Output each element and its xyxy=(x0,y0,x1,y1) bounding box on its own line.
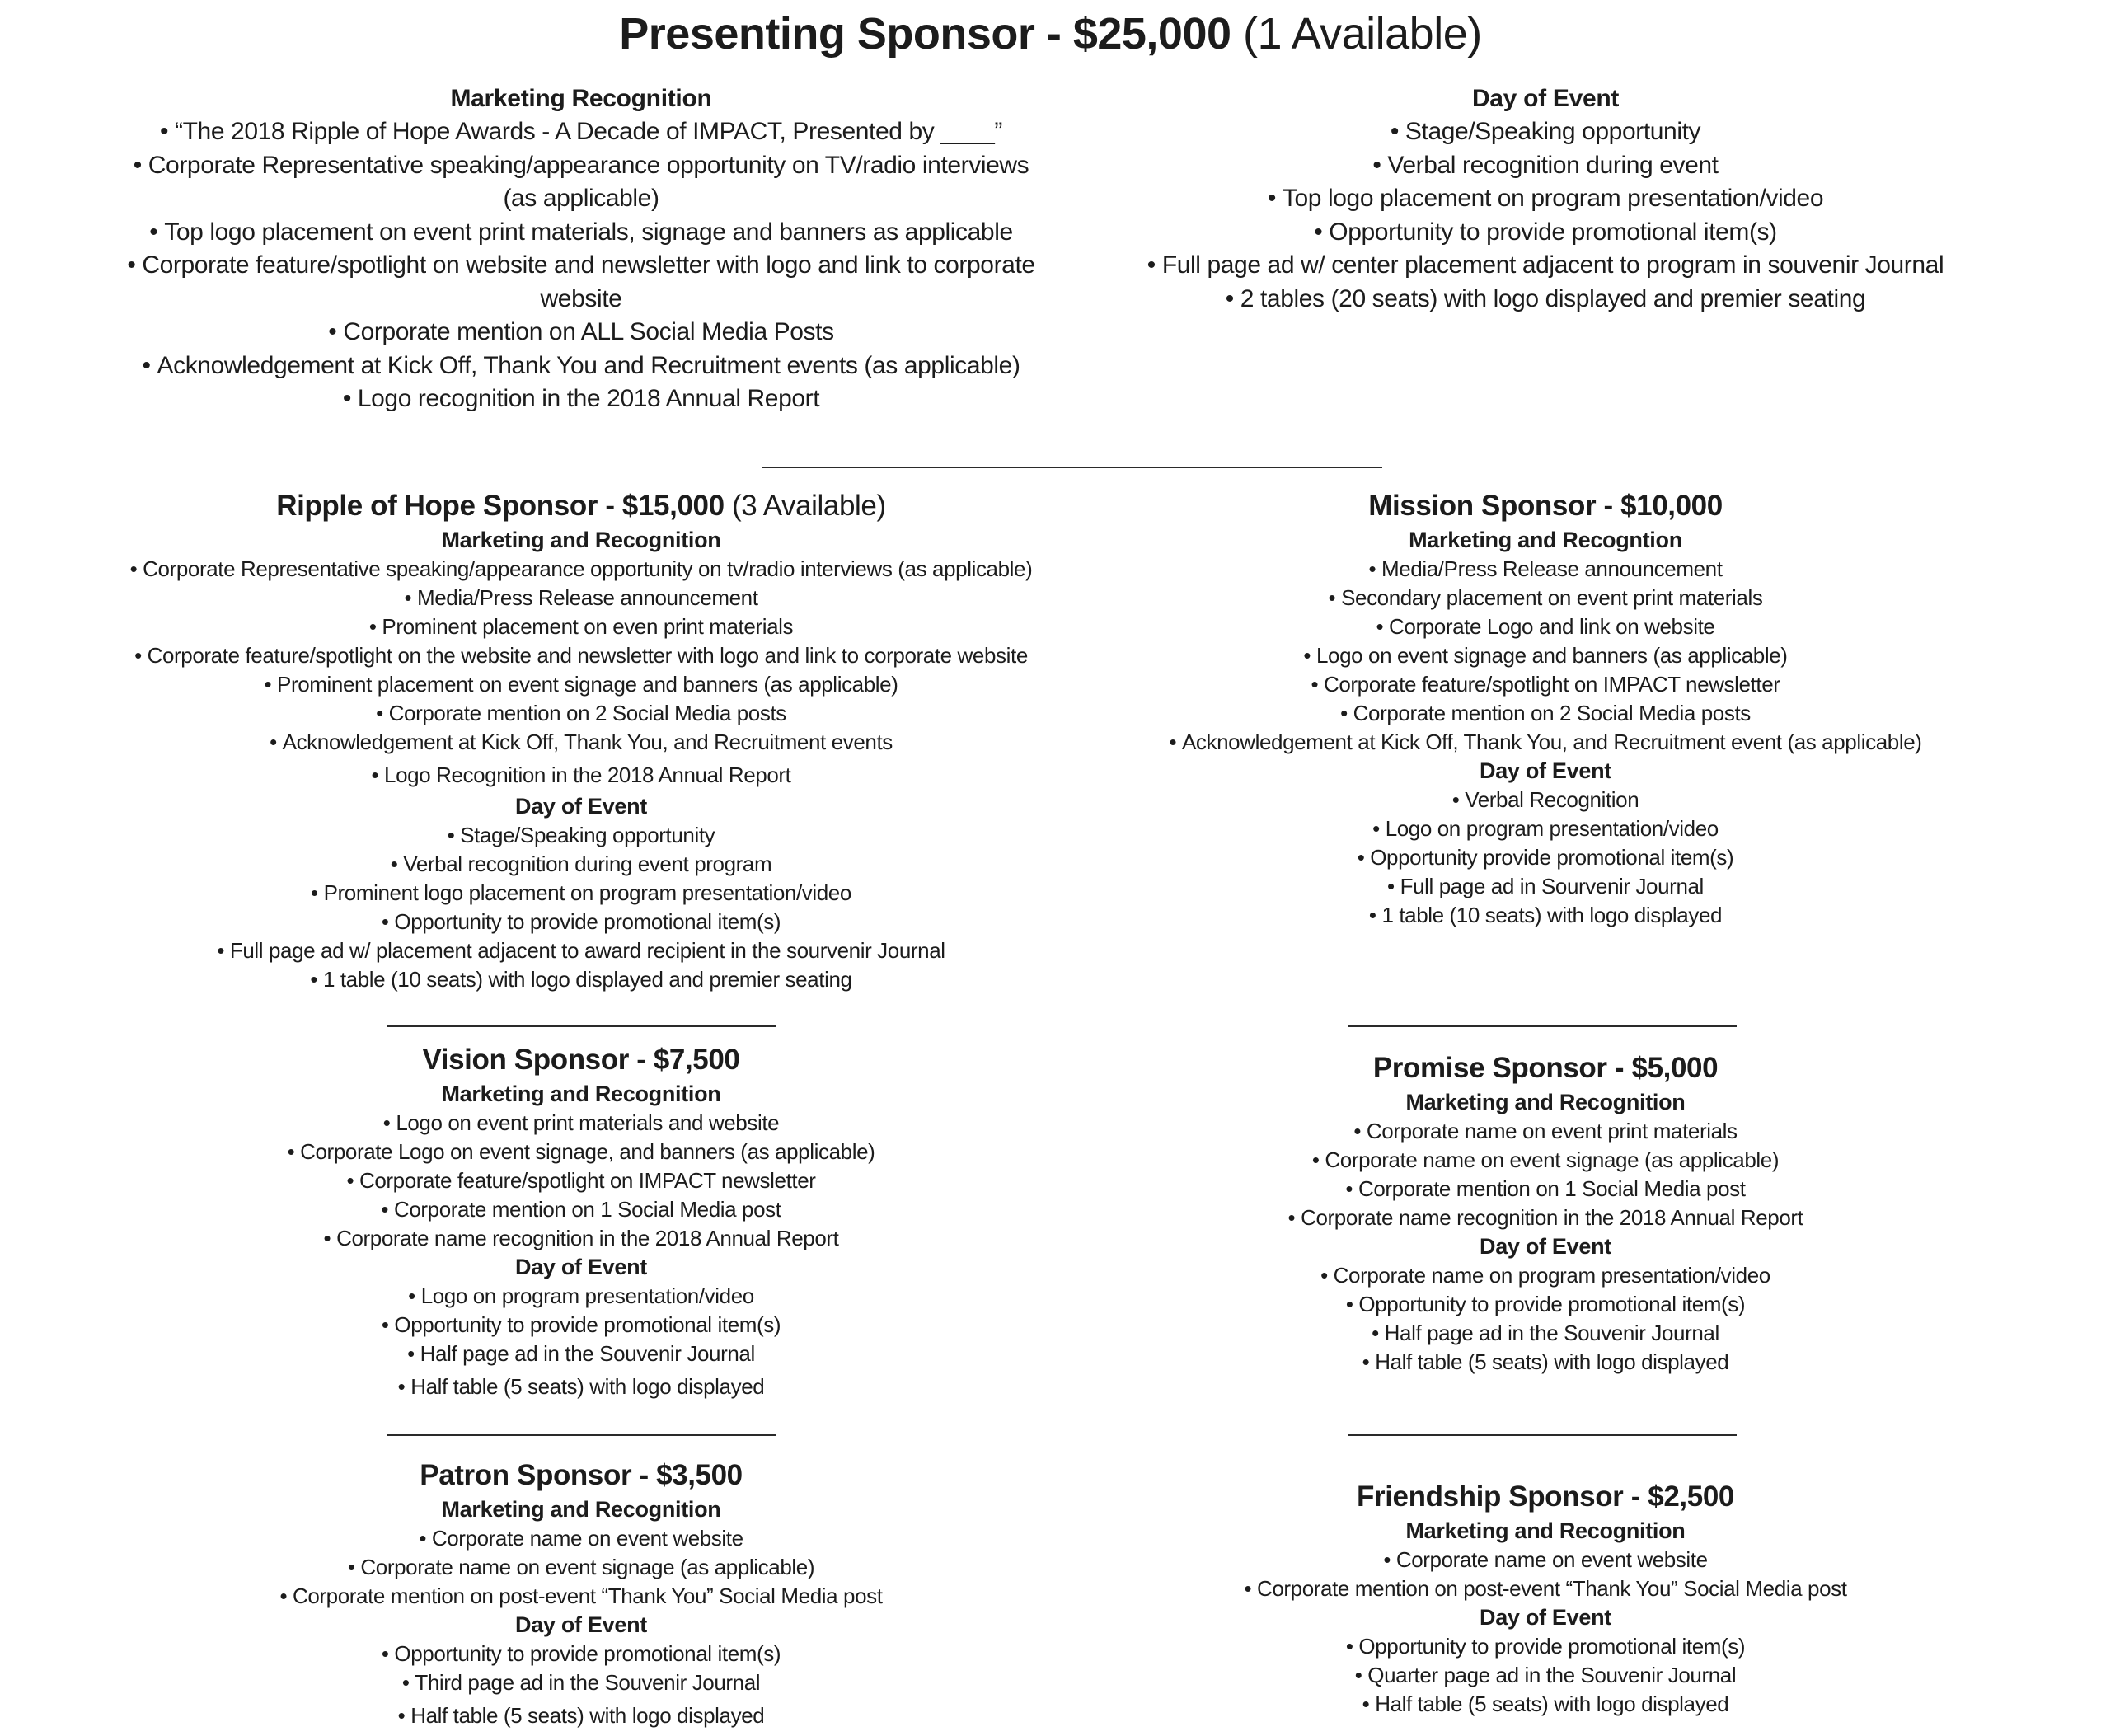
ripple-sponsor-section xyxy=(115,486,1047,994)
list-item: • Secondary placement on event print materials xyxy=(1088,584,2003,612)
list-item: • Logo recognition in the 2018 Annual Report xyxy=(115,382,1047,416)
list-item: • Corporate Logo and link on website xyxy=(1088,612,2003,641)
list-item: • Media/Press Release announcement xyxy=(1088,555,2003,584)
section-divider xyxy=(1348,1025,1737,1027)
patron-marketing-list xyxy=(115,1524,1047,1611)
list-item: • Logo on program presentation/video xyxy=(115,1282,1047,1311)
list-item: • Prominent placement on event signage and banners (as applicable) xyxy=(115,670,1047,699)
list-item: • Corporate feature/spotlight on website and newsletter with logo and link to corporate website xyxy=(115,249,1047,316)
list-item: • Corporate mention on 1 Social Media post xyxy=(115,1195,1047,1224)
list-item: • Verbal Recognition xyxy=(1088,786,2003,814)
presenting-day-list xyxy=(1104,115,1986,316)
list-item: • Quarter page ad in the Souvenir Journal xyxy=(1088,1661,2003,1690)
ripple-marketing-list xyxy=(115,555,1047,790)
list-item: • Half table (5 seats) with logo displayed xyxy=(115,1701,1047,1730)
list-item: • Corporate feature/spotlight on the website and newsletter with logo and link to corporate website xyxy=(115,641,1047,670)
presenting-marketing-heading: Marketing Recognition xyxy=(450,85,712,112)
list-item: • Corporate name on event print materials xyxy=(1088,1117,2003,1146)
ripple-sponsor-title xyxy=(115,486,1047,526)
promise-marketing-heading: Marketing and Recognition xyxy=(1405,1090,1686,1114)
list-item: • Stage/Speaking opportunity xyxy=(115,821,1047,850)
list-item: • Corporate feature/spotlight on IMPACT newsletter xyxy=(1088,670,2003,699)
presenting-sponsor-availability: (1 Available) xyxy=(1243,9,1482,59)
patron-day-heading: Day of Event xyxy=(515,1612,647,1637)
list-item: • 1 table (10 seats) with logo displayed and premier seating xyxy=(115,965,1047,994)
list-item: • Corporate name on program presentation/video xyxy=(1088,1261,2003,1290)
mission-marketing-heading: Marketing and Recogntion xyxy=(1409,528,1682,552)
presenting-sponsor-title xyxy=(0,3,2101,64)
list-item: • Verbal recognition during event program xyxy=(115,850,1047,879)
list-item: • Half page ad in the Souvenir Journal xyxy=(115,1340,1047,1368)
list-item: • Corporate mention on ALL Social Media Posts xyxy=(115,316,1047,350)
list-item: • Acknowledgement at Kick Off, Thank You and Recruitment events (as applicable) xyxy=(115,350,1047,383)
list-item: • Corporate name on event signage (as applicable) xyxy=(115,1553,1047,1582)
vision-marketing-list xyxy=(115,1109,1047,1253)
friendship-sponsor-title: Friendship Sponsor - $2,500 xyxy=(1357,1480,1734,1513)
list-item: • 2 tables (20 seats) with logo displayed and premier seating xyxy=(1104,283,1986,317)
list-item: • Stage/Speaking opportunity xyxy=(1104,115,1986,149)
friendship-day-list xyxy=(1088,1632,2003,1719)
list-item: • Corporate name recognition in the 2018 Annual Report xyxy=(1088,1203,2003,1232)
list-item: • Half table (5 seats) with logo displayed xyxy=(115,1372,1047,1401)
list-item: • Opportunity to provide promotional item(s) xyxy=(1088,1290,2003,1319)
patron-sponsor-title: Patron Sponsor - $3,500 xyxy=(420,1459,743,1491)
vision-sponsor-title: Vision Sponsor - $7,500 xyxy=(422,1044,740,1076)
list-item: • Opportunity to provide promotional item(s) xyxy=(115,1640,1047,1668)
list-item: • Full page ad w/ center placement adjacent to program in souvenir Journal xyxy=(1104,249,1986,283)
patron-day-list xyxy=(115,1640,1047,1730)
list-item: • Verbal recognition during event xyxy=(1104,149,1986,183)
ripple-marketing-heading: Marketing and Recognition xyxy=(441,528,721,552)
friendship-sponsor-section xyxy=(1088,1477,2003,1719)
list-item: • Opportunity to provide promotional item(s) xyxy=(1104,216,1986,250)
list-item: • Logo on program presentation/video xyxy=(1088,814,2003,843)
list-item: • Third page ad in the Souvenir Journal xyxy=(115,1668,1047,1697)
list-item: • Corporate mention on post-event “Thank You” Social Media post xyxy=(1088,1574,2003,1603)
vision-sponsor-section xyxy=(115,1040,1047,1401)
presenting-sponsor-name: Presenting Sponsor - $25,000 xyxy=(619,9,1231,59)
list-item: • Half page ad in the Souvenir Journal xyxy=(1088,1319,2003,1348)
list-item: • Opportunity to provide promotional item(s) xyxy=(115,1311,1047,1340)
list-item: • Corporate name on event website xyxy=(115,1524,1047,1553)
list-item: • Corporate name on event signage (as applicable) xyxy=(1088,1146,2003,1175)
list-item: • Full page ad w/ placement adjacent to award recipient in the sourvenir Journal xyxy=(115,936,1047,965)
promise-day-list xyxy=(1088,1261,2003,1377)
patron-sponsor-section xyxy=(115,1456,1047,1730)
promise-day-heading: Day of Event xyxy=(1480,1234,1611,1259)
ripple-sponsor-availability: (3 Available) xyxy=(731,490,886,522)
list-item: • Prominent logo placement on program presentation/video xyxy=(115,879,1047,908)
list-item: • Logo on event signage and banners (as applicable) xyxy=(1088,641,2003,670)
presenting-marketing-list xyxy=(115,115,1047,416)
list-item: • Corporate Logo on event signage, and banners (as applicable) xyxy=(115,1138,1047,1166)
list-item: • Prominent placement on even print materials xyxy=(115,612,1047,641)
mission-sponsor-section xyxy=(1088,486,2003,930)
vision-day-heading: Day of Event xyxy=(515,1255,647,1279)
section-divider xyxy=(762,467,1382,468)
ripple-sponsor-name: Ripple of Hope Sponsor - $15,000 xyxy=(276,490,725,522)
list-item: • Corporate mention on post-event “Thank You” Social Media post xyxy=(115,1582,1047,1611)
list-item: • Corporate name recognition in the 2018 Annual Report xyxy=(115,1224,1047,1253)
mission-marketing-list xyxy=(1088,555,2003,757)
mission-day-heading: Day of Event xyxy=(1480,758,1611,783)
list-item: • Top logo placement on event print materials, signage and banners as applicable xyxy=(115,216,1047,250)
list-item: • Media/Press Release announcement xyxy=(115,584,1047,612)
list-item: • Corporate mention on 2 Social Media posts xyxy=(115,699,1047,728)
list-item: • Half table (5 seats) with logo displayed xyxy=(1088,1348,2003,1377)
list-item: • Corporate Representative speaking/appearance opportunity on tv/radio interviews (as applicable) xyxy=(115,555,1047,584)
promise-sponsor-title: Promise Sponsor - $5,000 xyxy=(1372,1052,1719,1084)
list-item: • Opportunity to provide promotional item(s) xyxy=(1088,1632,2003,1661)
presenting-day-section xyxy=(1104,82,1986,316)
friendship-marketing-list xyxy=(1088,1546,2003,1603)
list-item: • Logo on event print materials and website xyxy=(115,1109,1047,1138)
list-item: • Acknowledgement at Kick Off, Thank You, and Recruitment events xyxy=(115,728,1047,757)
list-item: • Opportunity to provide promotional item(s) xyxy=(115,908,1047,936)
list-item: • Acknowledgement at Kick Off, Thank You, and Recruitment event (as applicable) xyxy=(1088,728,2003,757)
list-item: • Top logo placement on program presentation/video xyxy=(1104,182,1986,216)
list-item: • Logo Recognition in the 2018 Annual Report xyxy=(115,761,1047,790)
list-item: • Corporate mention on 1 Social Media post xyxy=(1088,1175,2003,1203)
list-item: • Corporate mention on 2 Social Media posts xyxy=(1088,699,2003,728)
vision-day-list xyxy=(115,1282,1047,1401)
promise-sponsor-section xyxy=(1088,1049,2003,1377)
section-divider xyxy=(387,1434,776,1436)
ripple-day-list xyxy=(115,821,1047,994)
section-divider xyxy=(387,1025,776,1027)
patron-marketing-heading: Marketing and Recognition xyxy=(441,1497,721,1522)
mission-sponsor-title: Mission Sponsor - $10,000 xyxy=(1368,490,1723,522)
list-item: • Half table (5 seats) with logo displayed xyxy=(1088,1690,2003,1719)
friendship-marketing-heading: Marketing and Recognition xyxy=(1405,1518,1686,1543)
mission-day-list xyxy=(1088,786,2003,930)
list-item: • 1 table (10 seats) with logo displayed xyxy=(1088,901,2003,930)
presenting-day-heading: Day of Event xyxy=(1471,85,1620,112)
list-item: • Opportunity provide promotional item(s) xyxy=(1088,843,2003,872)
vision-marketing-heading: Marketing and Recognition xyxy=(441,1081,721,1106)
list-item: • Corporate feature/spotlight on IMPACT newsletter xyxy=(115,1166,1047,1195)
list-item: • Full page ad in Sourvenir Journal xyxy=(1088,872,2003,901)
ripple-day-heading: Day of Event xyxy=(515,794,647,819)
presenting-marketing-section xyxy=(115,82,1047,416)
friendship-day-heading: Day of Event xyxy=(1480,1605,1611,1630)
section-divider xyxy=(1348,1434,1737,1436)
list-item: • “The 2018 Ripple of Hope Awards - A Decade of IMPACT, Presented by ____” xyxy=(115,115,1047,149)
list-item: • Corporate name on event website xyxy=(1088,1546,2003,1574)
list-item: • Corporate Representative speaking/appearance opportunity on TV/radio interviews (as applicable) xyxy=(115,149,1047,216)
promise-marketing-list xyxy=(1088,1117,2003,1232)
